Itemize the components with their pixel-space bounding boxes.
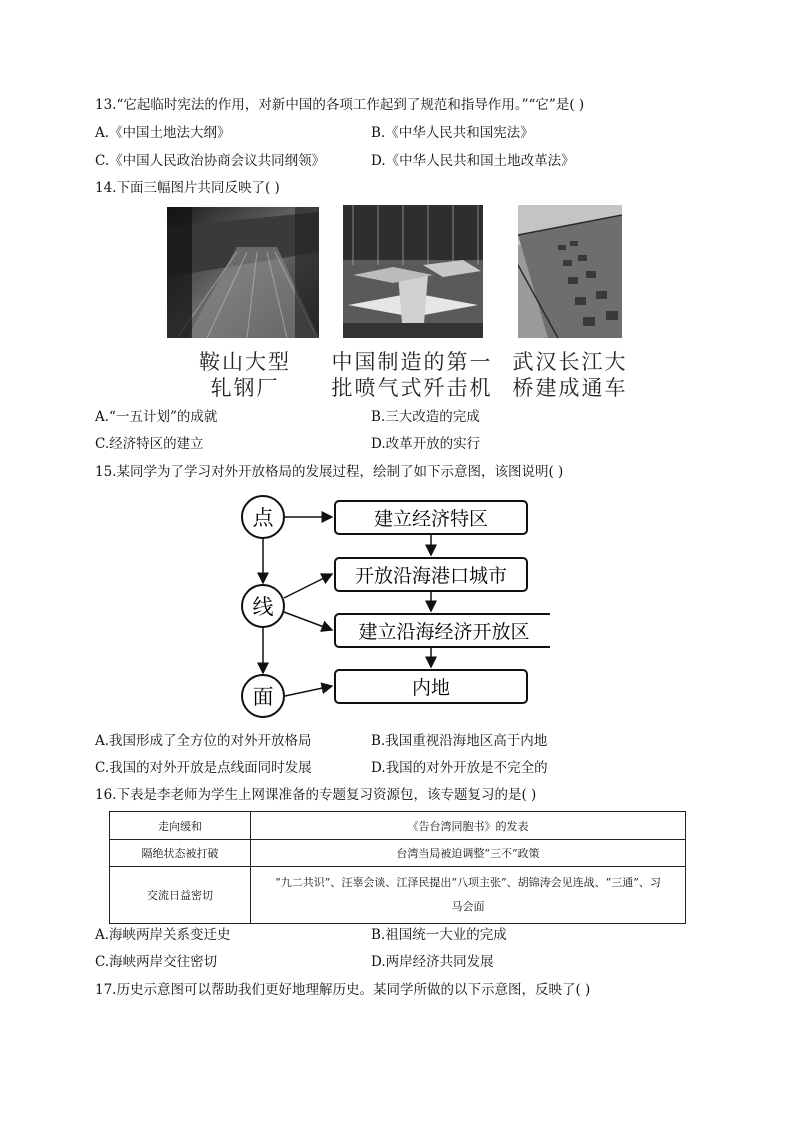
table-row xyxy=(110,812,686,840)
q13-option-b: B.《中华人民共和国宪法》 xyxy=(371,125,534,141)
q15-stem: 15.某同学为了学习对外开放格局的发展过程，绘制了如下示意图，该图说明( ) xyxy=(95,464,564,480)
table-cell-event: 《告台湾同胞书》的发表 xyxy=(251,812,686,840)
opening-up-diagram xyxy=(230,490,550,720)
q16-option-a: A.海峡两岸关系变迁史 xyxy=(95,927,231,943)
q15-option-d: D.我国的对外开放是不完全的 xyxy=(371,760,548,776)
table-cell-event: 台湾当局被迫调整“三不”政策 xyxy=(251,840,686,867)
q16-option-b: B.祖国统一大业的完成 xyxy=(371,927,507,943)
table-row xyxy=(110,840,686,867)
q14-option-b: B.三大改造的完成 xyxy=(371,409,480,425)
q17-stem: 17.历史示意图可以帮助我们更好地理解历史。某同学所做的以下示意图，反映了( ) xyxy=(95,982,591,998)
q13-option-d: D.《中华人民共和国土地改革法》 xyxy=(371,153,575,169)
node-mian-label: 面 xyxy=(252,685,274,709)
q16-stem: 16.下表是李老师为学生上网课准备的专题复习资源包，该专题复习的是( ) xyxy=(95,787,537,803)
caption-1-line-1: 鞍山大型 xyxy=(199,350,291,374)
q14-option-a: A.“一五计划”的成就 xyxy=(95,409,218,425)
review-resource-table xyxy=(109,811,686,924)
caption-2-line-1: 中国制造的第一 xyxy=(331,350,493,374)
jet-fighter-photo xyxy=(343,205,483,338)
q14-stem: 14.下面三幅图片共同反映了( ) xyxy=(95,180,280,196)
rolling-mill-photo xyxy=(167,207,319,338)
q14-option-c: C.经济特区的建立 xyxy=(95,436,204,452)
caption-3-line-2: 桥建成通车 xyxy=(512,376,628,400)
table-cell-event: “九二共识”、汪辜会谈、江泽民提出“八项主张”、胡锦涛会见连战、“三通”、习马会面 xyxy=(251,867,686,924)
q15-option-c: C.我国的对外开放是点线面同时发展 xyxy=(95,760,312,776)
arrow-xian-to-box2 xyxy=(284,574,332,598)
caption-2-line-2: 批喷气式歼击机 xyxy=(331,376,493,400)
q15-option-b: B.我国重视沿海地区高于内地 xyxy=(371,733,548,749)
arrow-xian-to-box3 xyxy=(284,612,332,630)
q13-stem: 13.“它起临时宪法的作用，对新中国的各项工作起到了规范和指导作用。”“它”是( ) xyxy=(95,97,585,113)
caption-1-line-2: 轧钢厂 xyxy=(210,376,280,400)
q13-option-c: C.《中国人民政治协商会议共同纲领》 xyxy=(95,153,326,169)
wuhan-bridge-photo xyxy=(518,205,622,338)
table-cell-stage: 交流日益密切 xyxy=(110,867,251,924)
q14-option-d: D.改革开放的实行 xyxy=(371,436,481,452)
box-2-label: 开放沿海港口城市 xyxy=(354,565,508,587)
node-dian-label: 点 xyxy=(252,506,274,530)
q16-option-d: D.两岸经济共同发展 xyxy=(371,954,494,970)
caption-3-line-1: 武汉长江大 xyxy=(512,350,628,374)
table-row xyxy=(110,867,686,924)
table-cell-stage: 隔绝状态被打破 xyxy=(110,840,251,867)
table-cell-stage: 走向缓和 xyxy=(110,812,251,840)
q16-option-c: C.海峡两岸交往密切 xyxy=(95,954,218,970)
q15-option-a: A.我国形成了全方位的对外开放格局 xyxy=(95,733,312,749)
box-1-label: 建立经济特区 xyxy=(373,508,489,530)
arrow-mian-to-box4 xyxy=(285,686,332,696)
box-3-label: 建立沿海经济开放区 xyxy=(358,621,530,643)
node-xian-label: 线 xyxy=(252,595,274,619)
box-4-label: 内地 xyxy=(411,677,451,699)
q13-option-a: A.《中国土地法大纲》 xyxy=(95,125,231,141)
